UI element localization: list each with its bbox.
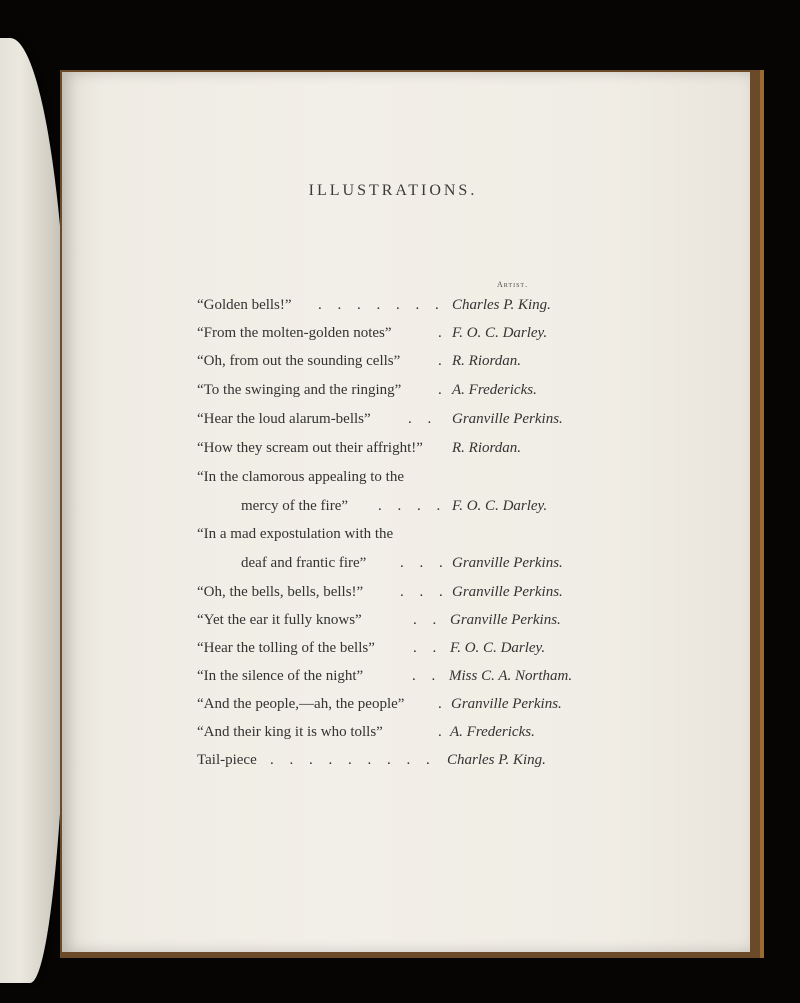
list-item [0,555,800,577]
artist-name: F. O. C. Darley. [452,325,548,341]
leader-dots: . . [412,668,442,684]
leader-dots: . . . . [378,498,447,514]
list-item [0,325,800,347]
illustration-title: “In a mad expostulation with the [197,526,394,542]
artist-name: A. Fredericks. [450,724,535,740]
illustration-title: “Golden bells!” [197,297,292,313]
leader-dots: . . . [400,555,449,571]
artist-name: R. Riordan. [452,353,522,369]
illustration-title: “And their king it is who tolls” [197,724,383,740]
artist-name: F. O. C. Darley. [452,498,548,514]
leader-dots: . . . . . . . . . [270,752,436,768]
artist-name: Granville Perkins. [452,411,563,427]
illustration-title: “And the people,—ah, the people” [197,696,405,712]
artist-column-header: Artist. [497,280,529,289]
list-item [0,297,800,319]
illustration-title: “From the molten-golden notes” [197,325,392,341]
leader-dots: . [438,724,448,740]
list-item [0,612,800,634]
artist-name: F. O. C. Darley. [450,640,546,656]
illustration-title: deaf and frantic fire” [241,555,367,571]
list-item [0,382,800,404]
list-item [0,640,800,662]
list-item [0,752,800,774]
illustration-title: “How they scream out their affright!” [197,440,423,456]
artist-name: Charles P. King. [452,297,551,313]
artist-name: Granville Perkins. [450,612,561,628]
illustration-title: “Hear the tolling of the bells” [197,640,375,656]
artist-name: A. Fredericks. [452,382,537,398]
artist-name: Granville Perkins. [452,555,563,571]
illustration-title: mercy of the fire” [241,498,349,514]
illustration-title: “Oh, the bells, bells, bells!” [197,584,364,600]
list-item [0,668,800,690]
artist-name: Miss C. A. Northam. [449,668,573,684]
leader-dots: . [438,325,448,341]
page-title: ILLUSTRATIONS. [308,182,478,199]
list-item [0,498,800,520]
illustration-title: “Yet the ear it fully knows” [197,612,362,628]
illustration-title: “In the silence of the night” [197,668,364,684]
list-item [0,411,800,433]
leader-dots: . . . . . . . [318,297,445,313]
leader-dots: . . [413,640,443,656]
list-item [0,526,800,548]
leader-dots: . . . [400,584,449,600]
illustration-title: “Oh, from out the sounding cells” [197,353,401,369]
artist-name: Granville Perkins. [451,696,562,712]
list-item [0,584,800,606]
leader-dots: . . [408,411,438,427]
list-item [0,440,800,462]
leader-dots: . . [413,612,443,628]
list-item [0,724,800,746]
leader-dots: . [438,696,448,712]
leader-dots: . [438,353,448,369]
illustration-title: Tail-piece [197,752,257,768]
illustration-title: “Hear the loud alarum-bells” [197,411,371,427]
list-item [0,353,800,375]
list-item [0,696,800,718]
artist-name: Granville Perkins. [452,584,563,600]
illustration-title: “In the clamorous appealing to the [197,469,405,485]
leader-dots: . [438,382,448,398]
artist-name: Charles P. King. [447,752,546,768]
list-item [0,469,800,491]
illustration-title: “To the swinging and the ringing” [197,382,402,398]
artist-name: R. Riordan. [452,440,522,456]
